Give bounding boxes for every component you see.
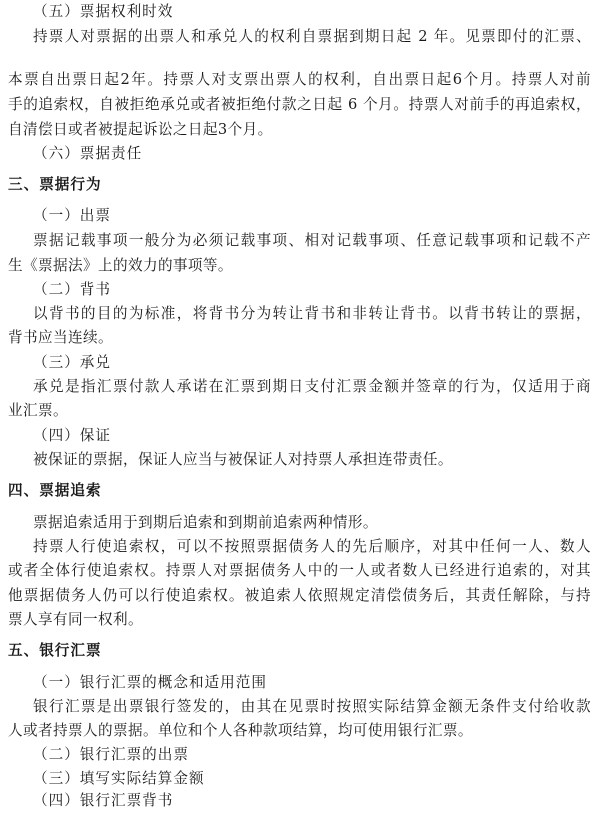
- section-title-bank-draft: 五、银行汇票: [8, 642, 102, 660]
- paragraph-line: 他票据债务人仍可以行使追索权。被追索人依照规定清偿债务后，其责任解除，与持: [8, 587, 591, 605]
- paragraph-line: 背书应当连续。: [8, 328, 113, 346]
- sub-heading-issuance: （一）出票: [33, 207, 111, 225]
- paragraph-line: 承兑是指汇票付款人承诺在汇票到期日支付汇票金额并签章的行为，仅适用于商: [33, 378, 591, 396]
- paragraph-line: 人或者持票人的票据。单位和个人各种款项结算，均可使用银行汇票。: [8, 722, 473, 740]
- sub-heading-endorsement: （二）背书: [33, 280, 111, 298]
- paragraph-line: 或者全体行使追索权。持票人对票据债务人中的一人或者数人已经进行追索的，对其: [8, 562, 591, 580]
- sub-heading-draft-endorsement: （四）银行汇票背书: [33, 791, 174, 809]
- section-title-recourse: 四、票据追索: [8, 482, 102, 500]
- sub-heading-liability: （六）票据责任: [33, 144, 143, 162]
- paragraph-line: 手的追索权，自被拒绝承兑或者被拒绝付款之日起 6 个月。持票人对前手的再追索权，: [8, 95, 591, 113]
- paragraph-line: 本票自出票日起2年。持票人对支票出票人的权利，自出票日起6个月。持票人对前: [8, 71, 591, 89]
- section-title-bill-acts: 三、票据行为: [8, 175, 102, 193]
- sub-heading-acceptance: （三）承兑: [33, 353, 111, 371]
- sub-heading-rights-limitation: （五）票据权利时效: [33, 2, 174, 20]
- sub-heading-draft-concept: （一）银行汇票的概念和适用范围: [33, 674, 267, 692]
- paragraph-line: 业汇票。: [8, 402, 68, 420]
- sub-heading-guarantee: （四）保证: [33, 427, 111, 445]
- paragraph-line: 银行汇票是出票银行签发的，由其在见票时按照实际结算金额无条件支付给收款: [33, 698, 591, 716]
- paragraph-line: 票据追索适用于到期后追索和到期前追索两种情形。: [33, 514, 378, 531]
- paragraph-line: 被保证的票据，保证人应当与被保证人对持票人承担连带责任。: [33, 451, 453, 469]
- paragraph-line: 票据记载事项一般分为必须记载事项、相对记载事项、任意记载事项和记载不产: [33, 232, 591, 250]
- paragraph-line: 持票人对票据的出票人和承兑人的权利自票据到期日起 2 年。见票即付的汇票、: [33, 28, 591, 45]
- paragraph-line: 以背书的目的为标准，将背书分为转让背书和非转让背书。以背书转让的票据，: [33, 304, 591, 322]
- sub-heading-settlement-amount: （三）填写实际结算金额: [33, 769, 205, 787]
- paragraph-line: 票人享有同一权利。: [8, 611, 143, 629]
- sub-heading-draft-issuance: （二）银行汇票的出票: [33, 746, 189, 764]
- paragraph-line: 生《票据法》上的效力的事项等。: [8, 256, 233, 274]
- paragraph-line: 自清偿日或者被提起诉讼之日起3个月。: [8, 120, 273, 138]
- paragraph-line: 持票人行使追索权，可以不按照票据债务人的先后顺序，对其中任何一人、数人: [33, 538, 591, 556]
